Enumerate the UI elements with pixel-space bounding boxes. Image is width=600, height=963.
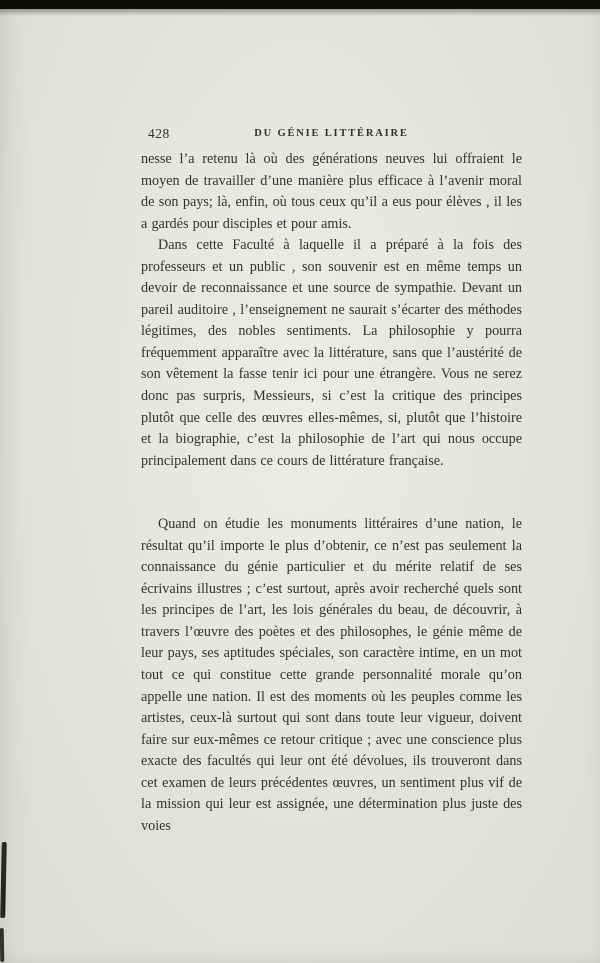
paragraph: Quand on étudie les monuments littéraires d’une nation, le résultat qu’il importe le plus d’obtenir, ce n’est pas seulement la connaissance du génie particulier et du mérite relatif de ses écrivains illustres ; c’est surtout, après avoir recherché quels sont les principes de l’art, les lois générales du beau, de découvrir, à travers l’œuvre des poètes et des philosophes, le génie même de leur pays, ses aptitudes spéciales, son caractère intime, en un mot tout ce qui constitue cette grande personnalité morale qu’on appelle une nation. Il est des moments où les peuples comme les artistes, ceux-là surtout qui sont dans toute leur vigueur, doivent faire sur eux-mêmes ce retour critique ; avec une conscience plus exacte des facultés qui leur ont été dévolues, ils trouveront dans cet examen de leurs précédentes œuvres, un sentiment plus vif de la mission qui leur est assignée, une détermination plus juste des voies [141,516,522,834]
page-body-text [141,149,522,837]
running-title: DU GÉNIE LITTÉRAIRE [254,128,409,139]
paragraph-continuation: nesse l’a retenu là où des générations neuves lui offraient le moyen de travailler d’une manière plus efficace à l’avenir moral de son pays; là, enfin, où tous ceux qu’il a eus pour élèves , il les a gardés pour disciples et pour amis. [141,151,522,232]
paragraph: Dans cette Faculté à laquelle il a préparé à la fois des professeurs et un public , son souvenir est en même temps un devoir de reconnaissance et une source de sympathie. Devant un pareil auditoire , l’enseignement ne saurait s’écarter des méthodes légitimes, des nobles sentiments. La philosophie y pourra fréquemment apparaître avec la littérature, sans que l’austérité de son vêtement la fasse tenir ici pour une étrangère. Vous ne serez donc pas surpris, Messieurs, si c’est la critique des principes plutôt que celle des œuvres elles-mêmes, si, plutôt que l’histoire et la biographie, c’est la philosophie de l’art qui nous occupe principalement dans ce cours de littérature française. [141,237,522,469]
scan-artifact-left [0,928,4,962]
scan-artifact-left [3,885,5,915]
scan-edge-top [0,0,600,9]
page-header [141,126,522,144]
page-number: 428 [148,126,170,141]
